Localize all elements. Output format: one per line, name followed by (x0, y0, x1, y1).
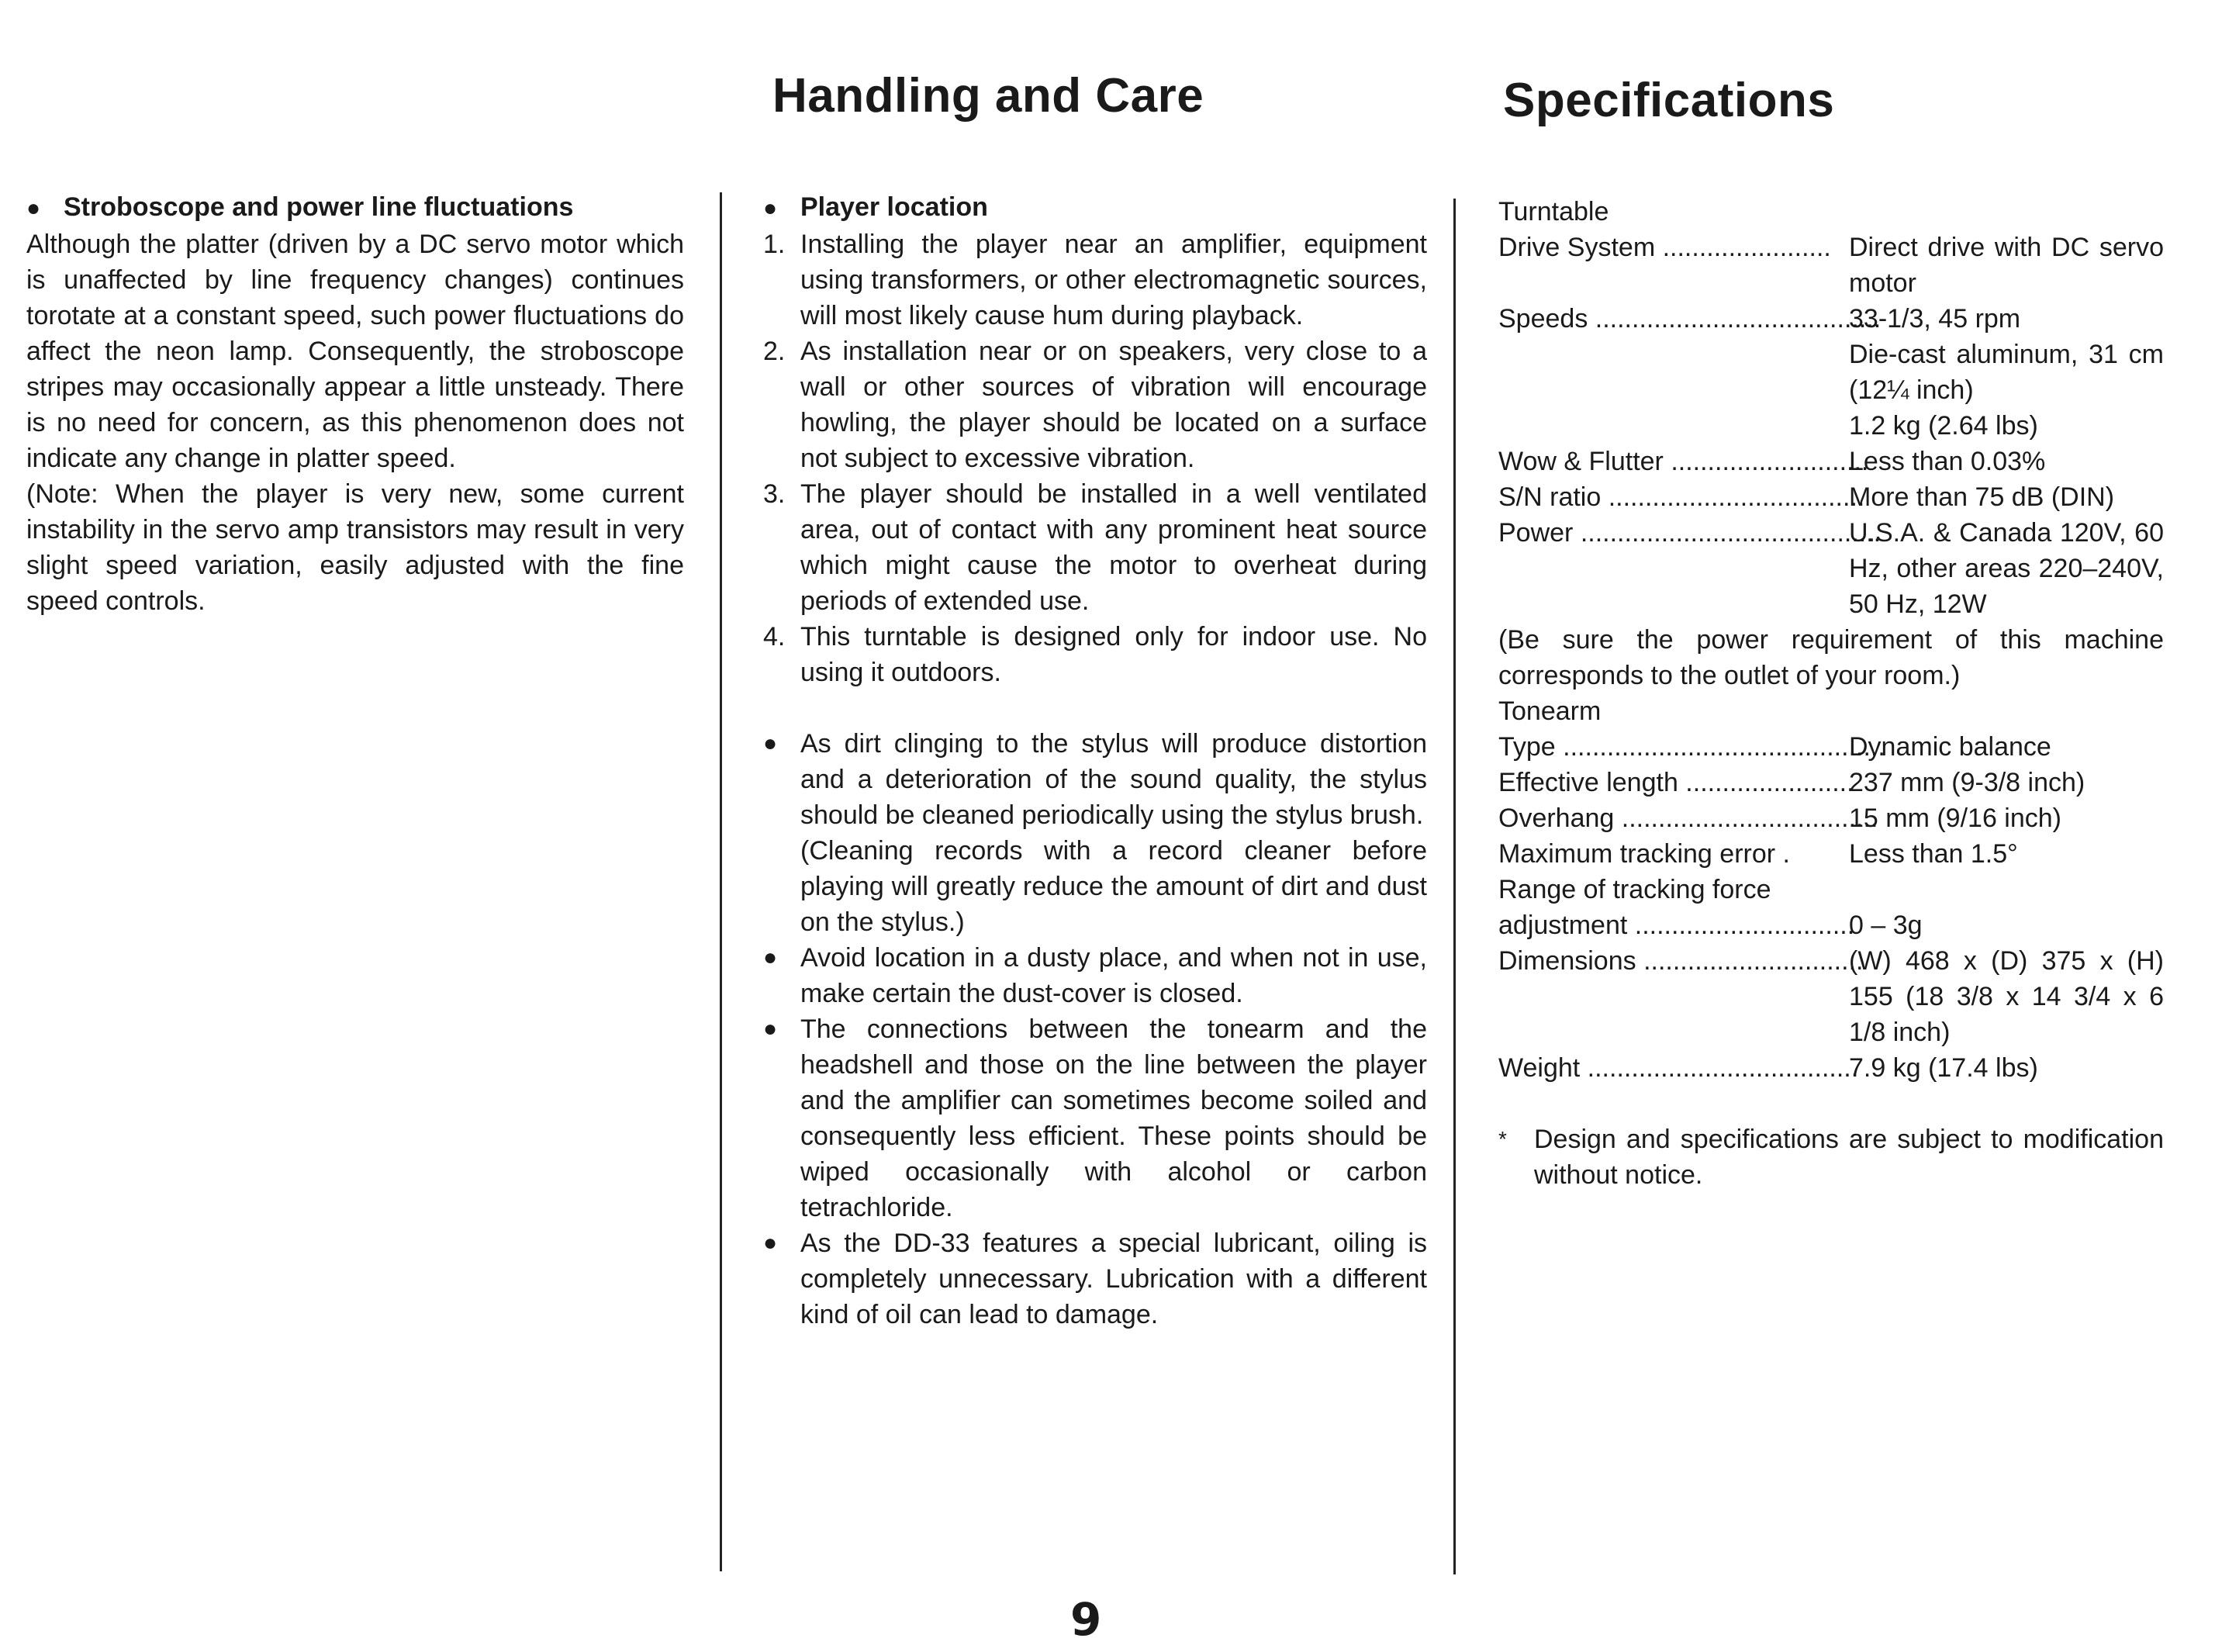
spec-label: Drive System ....................... (1498, 233, 1831, 262)
spec-row-adjustment (1498, 907, 2164, 943)
footnote-text: Design and specifications are subject to modification without notice. (1534, 1125, 2164, 1190)
bullet-icon: ● (26, 195, 41, 221)
column-specifications (1498, 194, 2164, 1193)
bullet-text: Avoid location in a dusty place, and when not in use, make certain the dust-cover is closed. (800, 943, 1427, 1008)
bullet-icon: ● (763, 1230, 778, 1256)
spec-label: Speeds ....................................... (1498, 304, 1882, 334)
bullet-extra: (Cleaning records with a record cleaner before playing will greatly reduce the amount of dirt and dust on the stylus.) (800, 836, 1427, 937)
asterisk-icon: * (1498, 1127, 1507, 1151)
spec-value-line: 33-1/3, 45 rpm (1849, 304, 2021, 334)
spec-value: 15 mm (9/16 inch) (1849, 804, 2061, 833)
spec-value: (W) 468 x (D) 375 x (H) 155 (18 3/8 x 14 3/4 x 6 1/8 inch) (1849, 946, 2164, 1047)
stroboscope-title: Stroboscope and power line fluctuations (64, 192, 574, 222)
bullet-icon: ● (763, 945, 778, 970)
item-text: Installing the player near an amplifier, equipment using transformers, or other electromagnetic sources, will most likely cause hum during playback. (800, 230, 1427, 330)
spec-label: Wow & Flutter ........................... (1498, 447, 1869, 476)
spec-value: 7.9 kg (17.4 lbs) (1849, 1053, 2038, 1083)
spec-value: Less than 1.5° (1849, 839, 2018, 869)
bullet-text: As dirt clinging to the stylus will produce distortion and a deterioration of the sound quality, the stylus should be cleaned periodically using the stylus brush. (800, 729, 1427, 830)
care-bullet (763, 940, 1427, 1011)
care-bullets (763, 726, 1427, 1332)
item-number: 3. (763, 479, 786, 509)
column-divider-right (1453, 199, 1456, 1574)
spec-value-line: 1.2 kg (2.64 lbs) (1849, 411, 2038, 441)
item-number: 1. (763, 230, 786, 259)
bullet-text: As the DD-33 features a special lubricant, oiling is completely unnecessary. Lubrication with a different kind of oil can lead to damage. (800, 1229, 1427, 1329)
spec-value: Less than 0.03% (1849, 447, 2046, 476)
spec-value (1849, 301, 2164, 444)
spec-row-tracking-error (1498, 836, 2164, 872)
spec-label: Type ............................................ (1498, 732, 1885, 762)
spec-label: Overhang ................................... (1498, 804, 1878, 833)
column-stroboscope (26, 189, 684, 619)
bullet-icon: ● (763, 731, 778, 756)
stroboscope-note: (Note: When the player is very new, some current instability in the servo amp transistors may result in very slight speed variation, easily adjusted with the fine speed controls. (26, 479, 684, 616)
care-bullet (763, 1225, 1427, 1332)
footnote (1498, 1121, 2164, 1193)
spec-value: Direct drive with DC servo motor (1849, 233, 2164, 298)
spec-row-power (1498, 515, 2164, 622)
spec-row-wow-flutter (1498, 444, 2164, 479)
spec-row-type (1498, 729, 2164, 765)
bullet-icon: ● (763, 195, 778, 221)
section-heading-specifications: Specifications (1503, 74, 1835, 127)
player-location-title: Player location (800, 192, 988, 222)
spec-label: Dimensions .............................. (1498, 946, 1864, 976)
item-text: This turntable is designed only for indoor use. No using it outdoors. (800, 622, 1427, 687)
list-item (763, 476, 1427, 619)
player-location-heading (763, 189, 1427, 226)
spec-label: Weight ..................................... (1498, 1053, 1859, 1083)
spec-row-sn-ratio (1498, 479, 2164, 515)
list-item (763, 226, 1427, 334)
spec-row-weight (1498, 1050, 2164, 1086)
column-player-location (763, 189, 1427, 1332)
section-heading-handling-and-care: Handling and Care (772, 69, 1204, 123)
bullet-icon: ● (763, 1016, 778, 1042)
item-number: 4. (763, 622, 786, 651)
spec-label: Power ......................................... (1498, 518, 1882, 548)
spec-label: S/N ratio ................................... (1498, 482, 1865, 512)
spec-value: 237 mm (9-3/8 inch) (1849, 768, 2085, 797)
spec-row-speeds (1498, 301, 2164, 444)
spec-label: Maximum tracking error . (1498, 839, 1790, 869)
spec-group-turntable: Turntable (1498, 197, 1609, 226)
spec-value-line: Die-cast aluminum, 31 cm (12¼ inch) (1849, 340, 2164, 405)
item-text: As installation near or on speakers, very close to a wall or other sources of vibration will encourage howling, the player should be located on a surface not subject to excessive vibration. (800, 337, 1427, 473)
spec-label: Effective length ....................... (1498, 768, 1854, 797)
spec-group-tonearm: Tonearm (1498, 696, 1602, 726)
stroboscope-body: Although the platter (driven by a DC servo motor which is unaffected by line frequency changes) continues torotate at a constant speed, such power fluctuations do affect the neon lamp. Consequently, the stroboscope stripes may occasionally appear a little unsteady. There is no need for concern, as this phenomenon does not indicate any change in platter speed. (26, 230, 684, 473)
spec-value: 0 – 3g (1849, 911, 1923, 940)
spec-value: U.S.A. & Canada 120V, 60 Hz, other areas 220–240V, 50 Hz, 12W (1849, 518, 2164, 619)
spec-row-dimensions (1498, 943, 2164, 1050)
player-location-list (763, 226, 1427, 690)
care-bullet (763, 726, 1427, 940)
column-divider-left (720, 192, 722, 1571)
spec-value: Dynamic balance (1849, 732, 2051, 762)
list-item (763, 334, 1427, 476)
spec-row-overhang (1498, 800, 2164, 836)
item-number: 2. (763, 337, 786, 366)
item-text: The player should be installed in a well ventilated area, out of contact with any prominent heat source which might cause the motor to overheat during periods of extended use. (800, 479, 1427, 616)
tracking-force-label: Range of tracking force (1498, 875, 1771, 904)
care-bullet (763, 1011, 1427, 1225)
list-item (763, 619, 1427, 690)
stroboscope-heading (26, 189, 684, 226)
spec-label: adjustment .............................. (1498, 911, 1855, 940)
spec-row-effective-length (1498, 765, 2164, 800)
spec-row-drive (1498, 230, 2164, 301)
page-number: 9 (1070, 1593, 1102, 1646)
bullet-text: The connections between the tonearm and the headshell and those on the line between the player and the amplifier can sometimes become soiled and consequently less efficient. These points should be wiped occasionally with alcohol or carbon tetrachloride. (800, 1014, 1427, 1222)
power-note: (Be sure the power requirement of this machine corresponds to the outlet of your room.) (1498, 625, 2164, 690)
spec-value: More than 75 dB (DIN) (1849, 482, 2115, 512)
